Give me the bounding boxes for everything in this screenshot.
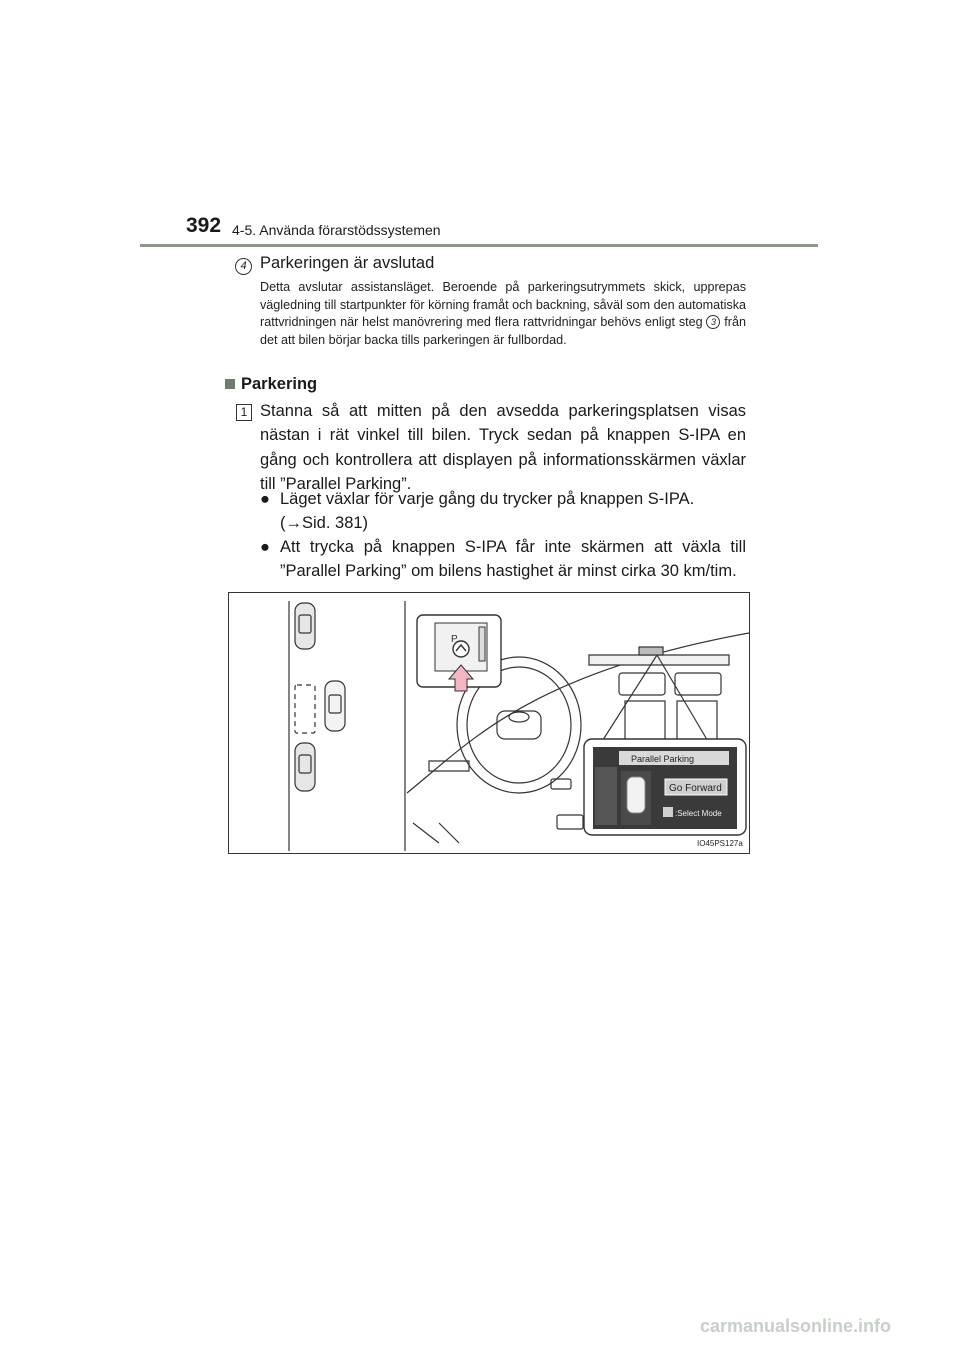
header-divider (140, 244, 818, 247)
rear-car-top-icon (295, 743, 315, 791)
overhead-parking-diagram (289, 601, 405, 851)
bullet-2-text: Att trycka på knappen S-IPA får inte skärmen att växla till ”Parallel Parking” om bilens hastighet är minst cirka 30 km/tim. (280, 538, 746, 581)
step-4-marker (235, 256, 252, 275)
step-1-number: 1 (236, 404, 252, 421)
step-4-number: 4 (235, 258, 252, 275)
own-car-top-icon (325, 681, 345, 731)
step-1-marker (236, 403, 252, 421)
bullet-1-text: Läget växlar för varje gång du trycker på knappen S-IPA. (280, 490, 695, 508)
parking-illustration (228, 592, 750, 854)
screen-select-mode: :Select Mode (675, 809, 722, 818)
page-reference[interactable]: (→Sid. 381) (280, 514, 369, 532)
step-4-body-end: från det att bilen börjar backa tills parkeringen är fullbordad. (260, 315, 746, 347)
section-title: 4-5. Använda förarstödssystemen (232, 222, 441, 238)
button-callout-box (417, 615, 501, 691)
button-letter: P (451, 634, 458, 645)
bullet-1-symbol: ● (260, 490, 270, 508)
step-4-body-start: Detta avslutar assistansläget. Beroende på parkeringsutrymmets skick, upprepas vägledning till startpunkter för körning framåt och backning, såväl som den automatiska rattvridningen när helst manövrering med flera rattvridningar behövs enligt steg (260, 280, 746, 330)
heading-square-icon (225, 379, 235, 389)
watermark: carmanualsonline.info (700, 1316, 892, 1336)
screen-title: Parallel Parking (631, 754, 695, 764)
reference-page: Sid. 381 (302, 514, 363, 532)
page-number: 392 (186, 214, 222, 237)
screen-forward-button: Go Forward (669, 783, 722, 794)
figure-code: IO45PS127a (697, 839, 743, 848)
parking-space-outline (295, 685, 315, 733)
reference-arrow-icon: → (285, 514, 302, 532)
step-3-reference: 3 (706, 315, 720, 329)
parked-car-top-icon (295, 603, 315, 649)
bullet-2-symbol: ● (260, 538, 270, 556)
info-screen-callout (584, 739, 746, 835)
parking-heading (225, 375, 317, 394)
illustration-drawing (229, 593, 749, 853)
step-4-body (260, 279, 746, 349)
step-4-title: Parkeringen är avslutad (260, 254, 435, 272)
step-1-text: Stanna så att mitten på den avsedda parkeringsplatsen visas nästan i rät vinkel till bilen. Tryck sedan på knappen S-IPA en gång och kontrollera att displayen på informationsskärmen växlar till ”Parallel Parking”. (260, 402, 746, 494)
parking-heading-text: Parkering (241, 375, 318, 393)
